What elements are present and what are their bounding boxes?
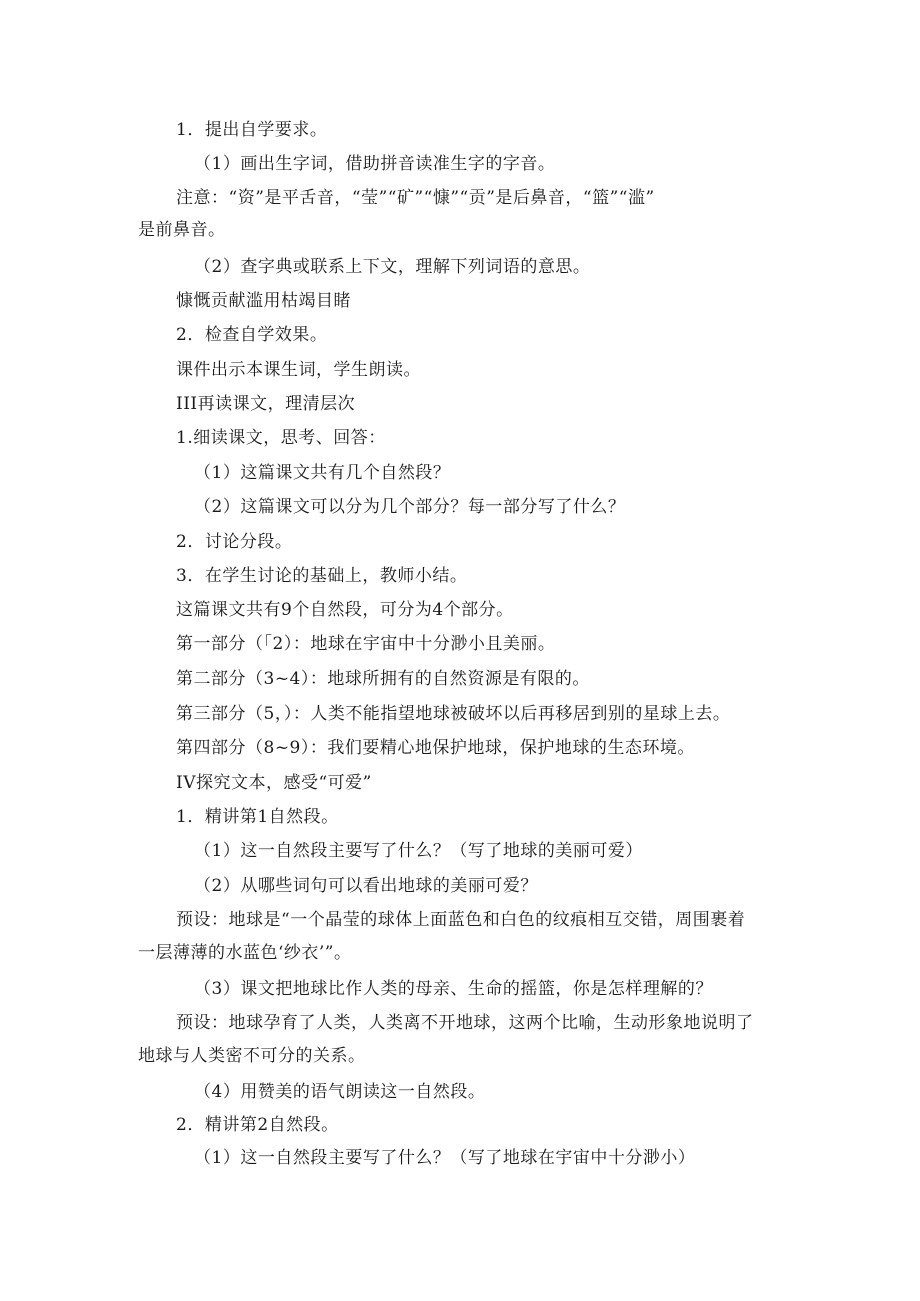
section-heading: IV探究文本，感受“可爱”: [176, 773, 372, 793]
text-line: 第一部分（「2）：地球在宇宙中十分渺小且美丽。: [176, 634, 556, 654]
text-line: 第三部分（5，）：人类不能指望地球被破坏以后再移居到别的星球上去。: [176, 704, 731, 724]
text-line: （2）从哪些词句可以看出地球的美丽可爱？: [194, 876, 538, 896]
text-line: 2．检查自学效果。: [176, 325, 328, 345]
text-line: 这篇课文共有9个自然段，可分为4个部分。: [176, 600, 514, 620]
text-line: （2）这篇课文可以分为几个部分？每一部分写了什么？: [194, 497, 626, 517]
text-line: 慷慨贡献滥用枯竭目睹: [176, 291, 351, 311]
text-line: 3．在学生讨论的基础上，教师小结。: [176, 566, 468, 586]
text-line: 地球与人类密不可分的关系。: [138, 1046, 366, 1066]
text-line: 第四部分（8~9）：我们要精心地保护地球，保护地球的生态环境。: [176, 738, 695, 758]
text-line: 2．精讲第2自然段。: [176, 1115, 339, 1135]
text-line: 是前鼻音。: [138, 220, 226, 240]
text-line: 预设：地球是“一个晶莹的球体上面蓝色和白色的纹痕相互交错，周围裹着: [176, 910, 746, 930]
text-line: 1．精讲第1自然段。: [176, 807, 339, 827]
text-line: 第二部分（3~4）：地球所拥有的自然资源是有限的。: [176, 669, 590, 689]
text-line: 课件出示本课生词，学生朗读。: [176, 360, 421, 380]
section-heading: III再读课文，理清层次: [176, 394, 356, 414]
text-line: 1.细读课文，思考、回答：: [176, 428, 386, 448]
text-line: （1）这一自然段主要写了什么？（写了地球在宇宙中十分渺小）: [194, 1148, 696, 1168]
text-line: 一层薄薄的水蓝色‘纱衣’”。: [138, 943, 352, 963]
text-line: 注意：“资”是平舌音，“莹”“矿”“慷”“贡”是后鼻音，“篮”“滥”: [176, 188, 655, 208]
text-line: 1．提出自学要求。: [176, 120, 328, 140]
text-line: （1）这一自然段主要写了什么？（写了地球的美丽可爱）: [194, 841, 643, 861]
text-line: 预设：地球孕育了人类，人类离不开地球，这两个比喻，生动形象地说明了: [176, 1013, 754, 1033]
text-line: 2．讨论分段。: [176, 532, 293, 552]
text-line: （3）课文把地球比作人类的母亲、生命的摇篮，你是怎样理解的？: [194, 979, 713, 999]
text-line: （4）用赞美的语气朗读这一自然段。: [194, 1082, 486, 1102]
text-line: （2）查字典或联系上下文，理解下列词语的意思。: [194, 257, 591, 277]
text-line: （1）这篇课文共有几个自然段？: [194, 463, 451, 483]
text-line: （1）画出生字词，借助拼音读准生字的字音。: [194, 154, 556, 174]
